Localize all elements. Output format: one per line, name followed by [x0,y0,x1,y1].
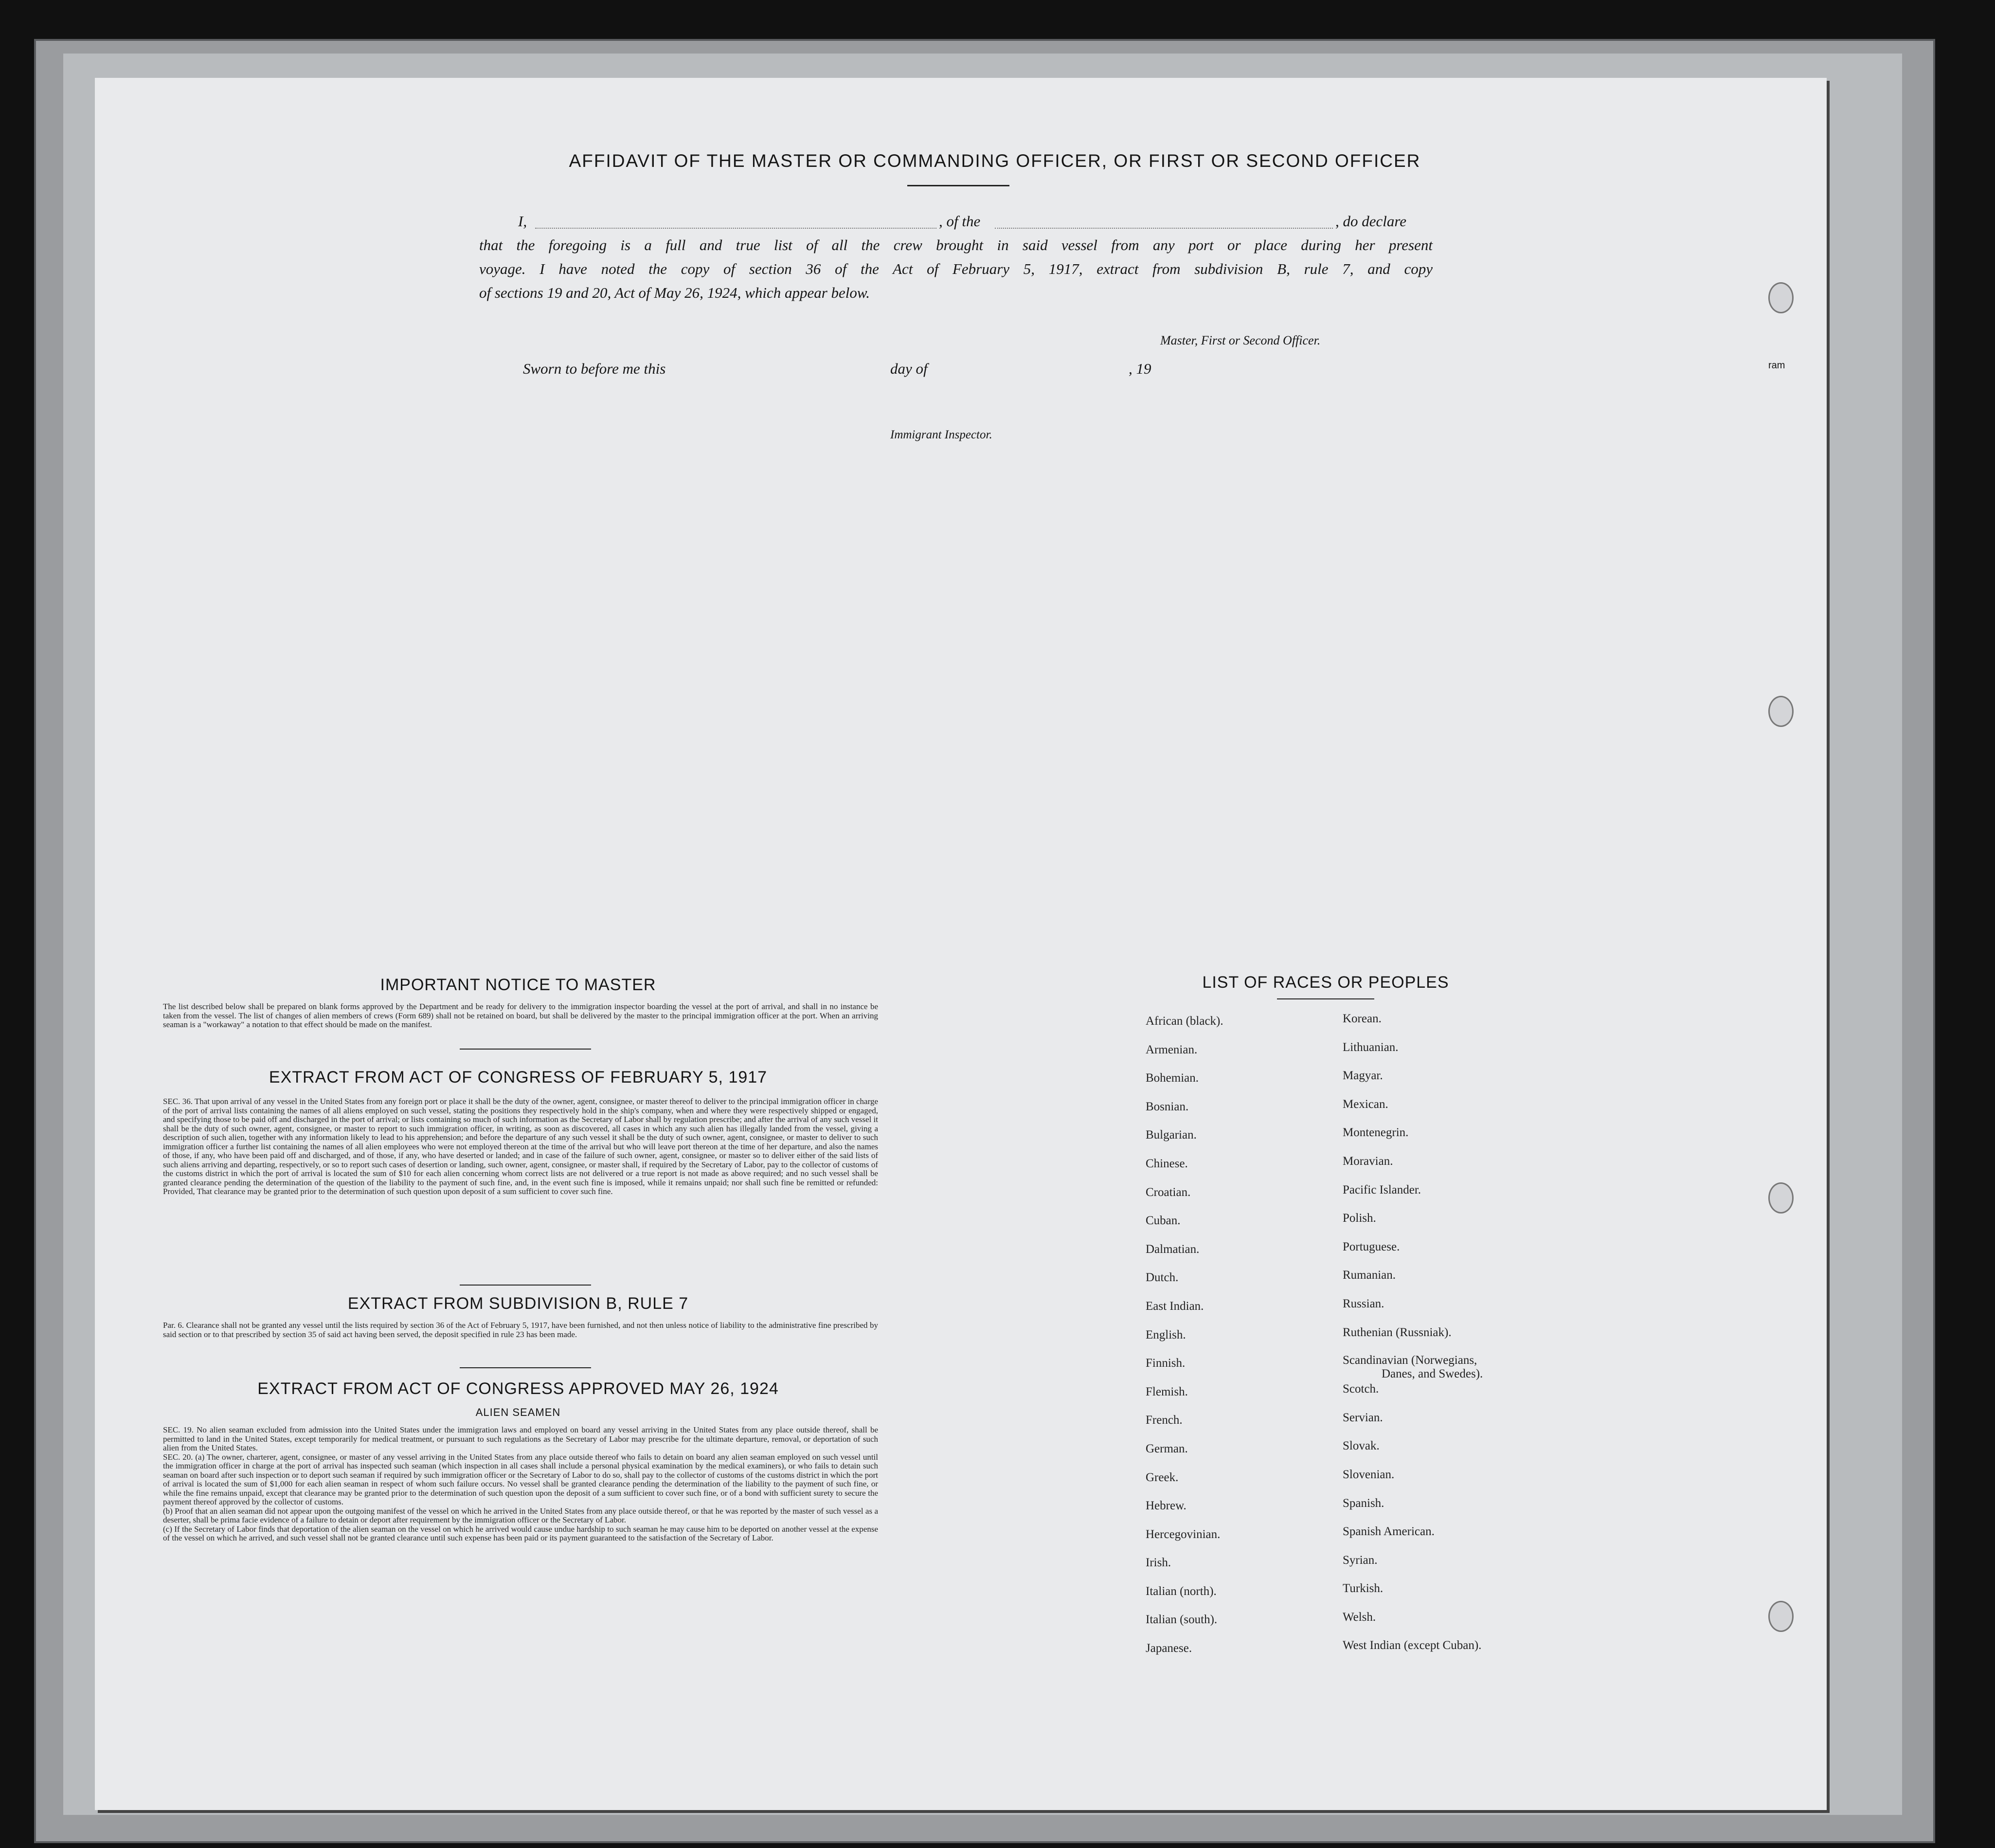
master-signature-label: Master, First or Second Officer. [1160,333,1321,347]
races-title: LIST OF RACES OR PEOPLES [1202,973,1449,992]
day-of-label: day of [890,360,928,377]
race-item: Greek. [1146,1470,1179,1484]
race-item: West Indian (except Cuban). [1343,1639,1482,1652]
affidavit-of-the: , of the [939,213,981,230]
affidavit-line-2: that the foregoing is a full and true list of all the crew brought in said vessel from any port or place during her present [479,236,1433,254]
race-item: Ruthenian (Russniak). [1343,1325,1452,1339]
race-item: Dutch. [1146,1271,1179,1285]
race-item: Russian. [1343,1297,1384,1310]
race-item: French. [1146,1413,1183,1427]
race-item: Finnish. [1146,1357,1186,1370]
extract-rule7-title: EXTRACT FROM SUBDIVISION B, RULE 7 [347,1294,689,1313]
race-item: Dalmatian. [1146,1242,1200,1256]
sec-20b-text: (b) Proof that an alien seaman did not appear upon the outgoing manifest of the vessel on which he arrived in the United States from any place outside thereof, or that he was reported by the master of such vessel as a deserter, shall be prima facie evidence of a failure to detain or deport after requirement by the immigration officer or the Secretary of Labor. [163,1506,878,1524]
races-title-underline [1277,998,1374,999]
race-item: Lithuanian. [1343,1040,1399,1054]
race-item [1343,1347,1483,1381]
race-item: Slovenian. [1343,1468,1395,1481]
race-item: Magyar. [1343,1069,1383,1083]
affidavit-i: I, [518,213,527,230]
race-item: Portuguese. [1343,1240,1400,1253]
title-underline [907,185,1009,186]
binder-hole [1768,696,1794,727]
binder-hole [1768,1182,1794,1214]
sec-20c-text: (c) If the Secretary of Labor finds that deportation of the alien seaman on the vessel on which he arrived would cause undue hardship to such seaman he may cause him to be deported on another vessel at the expense of the vessel on which he arrived, and such vessel shall not be granted clearance until such expense has been paid or its payment guaranteed to the satisfaction of the Secretary of Labor. [163,1524,878,1542]
notice-text: The list described below shall be prepared on blank forms approved by the Department and be ready for delivery to the immigration inspector boarding the vessel at the port of arrival, and shall in no instance be taken from the vessel. The list of changes of alien members of crews (Form 689) shall not be retained on board, but shall be delivered by the master to the principal immigration officer at the port. When an arriving seaman is a "workaway" a notation to that effect should be made on the manifest. [163,1002,878,1029]
race-item: Armenian. [1146,1043,1198,1056]
race-item: Hercegovinian. [1146,1527,1221,1541]
race-item: Servian. [1343,1411,1383,1424]
race-item: Turkish. [1343,1582,1384,1595]
race-item: Mexican. [1343,1097,1388,1111]
notice-title: IMPORTANT NOTICE TO MASTER [380,976,656,994]
race-item: East Indian. [1146,1299,1204,1313]
affidavit-line-4: of sections 19 and 20, Act of May 26, 1924, which appear below. [479,284,870,301]
races-column-2 [1343,1005,1483,1660]
binder-hole [1768,1601,1794,1632]
race-item: African (black). [1146,1015,1223,1028]
race-item: Slovak. [1343,1439,1380,1453]
name-blank [535,228,936,229]
race-item: Irish. [1146,1556,1171,1570]
race-item: Italian (north). [1146,1584,1217,1598]
race-item: Moravian. [1343,1154,1393,1168]
race-item: English. [1146,1328,1186,1341]
divider [460,1285,591,1286]
vessel-blank [995,228,1333,229]
binder-hole [1768,282,1794,313]
race-item: Scotch. [1343,1382,1379,1396]
race-item: Bulgarian. [1146,1128,1197,1142]
race-item: Korean. [1343,1012,1382,1025]
sec-19-text: SEC. 19. No alien seaman excluded from admission into the United States under the immigration laws and employed on board any vessel arriving in the United States from any place outside thereof, shall be permitted to land in the United States, except temporarily for medical treatment, or pursuant to such regulations as the Secretary of Labor may prescribe for the ultimate departure, removal, or deportation of such alien from the United States. [163,1425,878,1452]
race-item: Italian (south). [1146,1613,1218,1627]
race-item: German. [1146,1442,1188,1455]
race-item: Polish. [1343,1212,1376,1225]
sec-20a-text: SEC. 20. (a) The owner, charterer, agent, consignee, or master of any vessel arriving in the United States from any place outside thereof who fails to detain on board any alien seaman employed on such vessel until the immigration officer in charge at the port of arrival has inspected such seaman (which inspection in all cases shall include a personal physical examination by the medical examiners), or who fails to detain such seaman on board after such inspection or to deport such seaman if required by such immigration officer or the Secretary of Labor to do so, shall pay to the collector of customs of the customs district in which the port of arrival is located the sum of $1,000 for each alien seaman in respect of whom such failure occurs. No vessel shall be granted clearance pending the determination of the liability to the payment of such fine, or while the fine remains unpaid, except that clearance may be granted prior to the determination of such question upon the deposit of a sum sufficient to cover such fine, or of a bond with sufficient surety to secure the payment thereof approved by the collector of customs. [163,1452,878,1506]
affidavit-declare: , do declare [1335,213,1407,230]
race-item: Syrian. [1343,1553,1378,1567]
race-item: Cuban. [1146,1214,1181,1228]
race-item: Spanish. [1343,1496,1384,1510]
race-item: Croatian. [1146,1185,1191,1199]
race-item-line: Danes, and Swedes). [1382,1367,1483,1381]
divider [460,1049,591,1050]
divider [460,1367,591,1368]
race-item: Pacific Islander. [1343,1183,1421,1196]
inspector-signature-label: Immigrant Inspector. [890,428,992,441]
affidavit-text [479,209,1433,305]
race-item: Flemish. [1146,1385,1188,1398]
affidavit-line-1 [479,209,1433,233]
affidavit-title: AFFIDAVIT OF THE MASTER OR COMMANDING OFFICER, OR FIRST OR SECOND OFFICER [569,151,1421,171]
races-column-1 [1146,1007,1223,1663]
document-page [95,78,1827,1810]
extract-1917-text: SEC. 36. That upon arrival of any vessel in the United States from any foreign port or place it shall be the duty of the owner, agent, consignee, or master thereof to deliver to the principal immigration officer in charge of the port of arrival lists containing the names of all aliens employed on such vessel, stating the positions they respectively hold in the ship's company, when and where they were respectively shipped or engaged, and specifying those to be paid off and discharged in the port of arrival; or lists containing so much of such information as the Secretary of Labor shall by regulation prescribe; and after the arrival of any such vessel it shall be the duty of such owner, agent, consignee, or master to report to such immigration officer, in writing, as soon as discovered, all cases in which any such alien has illegally landed from the vessel, giving a description of such alien, together with any information likely to lead to his apprehension; and before the departure of any such vessel it shall be the duty of such owner, agent, consignee, or master to deliver to such immigration officer a further list containing the names of all alien employees who were not employed thereon at the time of the arrival but who will leave port thereon at the time of her departure, and also the names of those, if any, who have been paid off and discharged, and of those, if any, who have deserted or landed; and in case of the failure of such owner, agent, consignee, or master so to deliver either of the said lists of such aliens arriving and departing, respectively, or so to report such cases of desertion or landing, such owner, agent, consignee, or master shall, if required by the Secretary of Labor, pay to the collector of customs of the customs district in which the port of arrival is located the sum of $10 for each alien concerning whom correct lists are not delivered or a true report is not made as above required; and no such vessel shall be granted clearance pending the determination of the question of the liability to the payment of such fine, and, in the event such fine is imposed, while it remains unpaid; nor shall such fine be remitted or refunded: Provided, That clearance may be granted prior to the determination of such question upon deposit of a sum sufficient to cover such fine. [163,1097,878,1196]
affidavit-line-3: voyage. I have noted the copy of section 36 of the Act of February 5, 1917, extract from subdivision B, rule 7, and copy [479,260,1433,277]
extract-1924-text [163,1426,878,1543]
race-item: Welsh. [1343,1610,1376,1624]
race-item: Japanese. [1146,1642,1192,1655]
race-item: Bosnian. [1146,1100,1189,1113]
race-item: Bohemian. [1146,1071,1199,1085]
extract-1917-title: EXTRACT FROM ACT OF CONGRESS OF FEBRUARY 5, 1917 [269,1068,768,1087]
extract-rule7-text: Par. 6. Clearance shall not be granted any vessel until the lists required by section 36 of the Act of February 5, 1917, have been furnished, and not then unless notice of liability to the administrative fine prescribed by said section or to that prescribed by section 35 of said act having been served, the deposit specified in rule 23 has been made. [163,1321,878,1339]
year-label: , 19 [1129,360,1151,377]
race-item: Hebrew. [1146,1499,1186,1513]
race-item: Spanish American. [1343,1525,1435,1539]
race-item-line: Scandinavian (Norwegians, [1343,1354,1477,1367]
margin-mark: ram [1768,360,1785,371]
race-item: Rumanian. [1343,1268,1396,1282]
race-item: Montenegrin. [1343,1126,1409,1140]
alien-seamen-subtitle: ALIEN SEAMEN [475,1406,561,1418]
race-item: Chinese. [1146,1157,1188,1170]
sworn-label: Sworn to before me this [523,360,666,377]
extract-1924-title: EXTRACT FROM ACT OF CONGRESS APPROVED MAY 26, 1924 [257,1379,779,1398]
